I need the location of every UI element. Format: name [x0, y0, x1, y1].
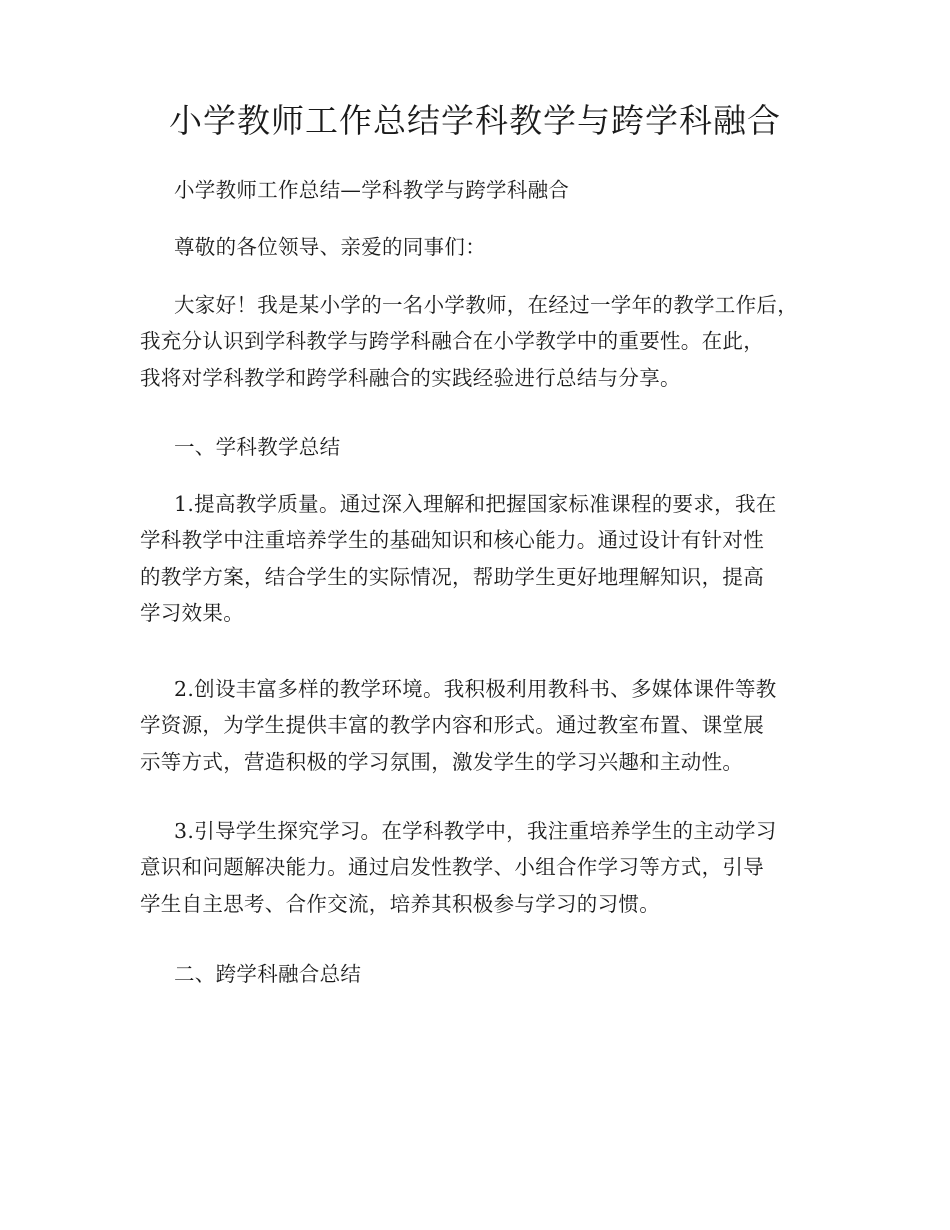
salutation-line: 尊敬的各位领导、亲爱的同事们：: [174, 235, 486, 259]
heading-line: 一、学科教学总结: [174, 435, 341, 459]
paragraph-line: 示等方式，营造积极的学习氛围，激发学生的学习兴趣和主动性。: [140, 749, 744, 774]
paragraph-line: 2.创设丰富多样的教学环境。我积极利用教科书、多媒体课件等教: [174, 677, 777, 701]
paragraph-line: 意识和问题解决能力。通过启发性教学、小组合作学习等方式，引导: [140, 855, 764, 880]
paragraph-line: 大家好！我是某小学的一名小学教师，在经过一学年的教学工作后，: [174, 293, 798, 317]
paragraph-line: 3.引导学生探究学习。在学科教学中，我注重培养学生的主动学习: [174, 819, 777, 843]
paragraph-line: 1.提高教学质量。通过深入理解和把握国家标准课程的要求，我在: [174, 492, 777, 516]
list-item-3: [140, 813, 840, 922]
paragraph-line: 学生自主思考、合作交流，培养其积极参与学习的习惯。: [140, 891, 660, 916]
paragraph-line: 我充分认识到学科教学与跨学科融合在小学教学中的重要性。在此，: [140, 329, 764, 354]
intro-paragraph: [140, 287, 840, 396]
subtitle-line: 小学教师工作总结—学科教学与跨学科融合: [174, 178, 570, 202]
paragraph-line: 的教学方案，结合学生的实际情况，帮助学生更好地理解知识，提高: [140, 564, 764, 589]
salutation: [140, 229, 840, 265]
paragraph-line: 学资源，为学生提供丰富的教学内容和形式。通过教室布置、课堂展: [140, 713, 764, 738]
list-item-1: [140, 486, 840, 632]
paragraph-line: 学科教学中注重培养学生的基础知识和核心能力。通过设计有针对性: [140, 528, 764, 553]
section-heading-2: [140, 956, 840, 992]
document-title: 小学教师工作总结学科教学与跨学科融合: [169, 101, 781, 140]
document-subtitle: [140, 172, 840, 208]
paragraph-line: 学习效果。: [140, 601, 244, 626]
paragraph-line: 我将对学科教学和跨学科融合的实践经验进行总结与分享。: [140, 365, 681, 390]
list-item-2: [140, 671, 840, 780]
section-heading-1: [140, 429, 840, 465]
heading-line: 二、跨学科融合总结: [174, 962, 362, 986]
